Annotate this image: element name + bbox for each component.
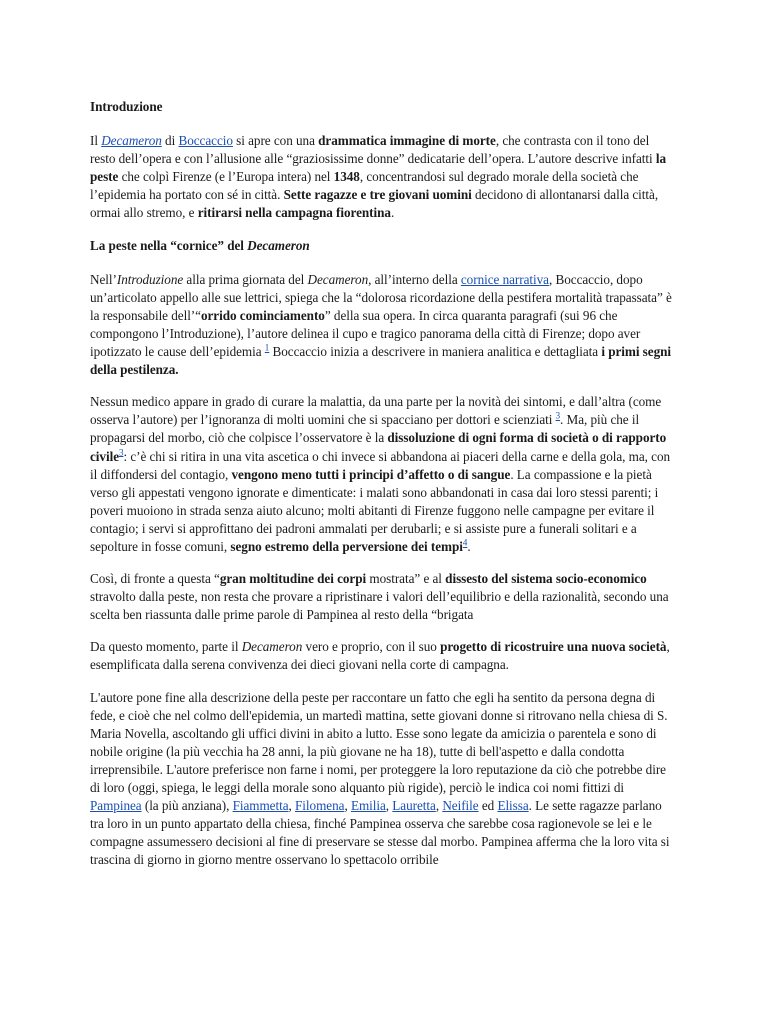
text-run: , Boccaccio, dopo un’articolato appello alle sue lettrici, spiega che la “dolorosa ricordazione della pestifera mortalità trapassata” è la responsabile dell’“ — [90, 271, 672, 323]
text-run: , concentrandosi sul degrado morale della società che l’epidemia ha portato con sé in città. — [90, 169, 639, 203]
link-filomena[interactable]: Filomena — [295, 798, 345, 814]
text-run: stravolto dalla peste, non resta che provare a ripristinare i valori dell’equilibrio e della razionalità, secondo una scelta ben riassunta dalle prime parole di Pampinea al resto della “brigata — [90, 589, 669, 623]
text-run: , esemplificata dalla serena convivenza dei dieci giovani nella corte di campagna. — [90, 639, 670, 673]
paragraph-moltitudine — [90, 570, 676, 624]
bold-text: progetto di ricostruire una nuova società — [440, 639, 667, 655]
text-run: . — [467, 538, 471, 554]
link-emilia[interactable]: Emilia — [350, 798, 386, 814]
text-run: di — [161, 133, 179, 149]
paragraph-sette-giovani — [90, 689, 676, 870]
text-run: Da questo momento, parte il — [90, 639, 242, 655]
text-run: decidono di allontanarsi dalla città, ormai allo stremo, e — [90, 187, 659, 221]
text-run: , — [435, 798, 443, 814]
section-heading-introduzione: Introduzione — [90, 99, 163, 114]
text-run: vero e proprio, con il suo — [302, 639, 441, 655]
text-run: che colpì Firenze (e l’Europa intera) nel — [118, 169, 334, 185]
bold-text: la peste — [90, 151, 667, 185]
bold-text: ritirarsi nella campagna fiorentina — [197, 205, 391, 221]
text-run: Nessun medico appare in grado di curare la malattia, da una parte per la novità dei sintomi, e dall’altra (come osserva l’autore) per l’ignoranza di molti uomini che si spacciano per dottori e scienziati — [90, 394, 662, 428]
text-run: , all’interno della — [368, 271, 461, 287]
text-run: alla prima giornata del — [183, 271, 308, 287]
text-run: Nell’ — [90, 271, 117, 287]
italic-text: Introduzione — [116, 271, 184, 287]
paragraph-nuova-societa — [90, 638, 676, 674]
text-run: (la più anziana), — [141, 798, 233, 814]
bold-text: dissesto del sistema socio-economico — [445, 571, 647, 587]
text-run: mostrata” e al — [366, 571, 446, 587]
link-cornice-narrativa[interactable]: cornice narrativa — [460, 271, 549, 287]
text-run: ed — [478, 798, 498, 814]
section-heading-peste-cornice — [90, 237, 676, 255]
bold-text: 1348 — [333, 169, 360, 185]
text-run: Boccaccio inizia a descrivere in maniera analitica e dettagliata — [269, 344, 602, 360]
heading-italic-text: Decameron — [247, 237, 310, 253]
italic-text: Decameron — [241, 639, 303, 655]
paragraph-intro — [90, 132, 676, 222]
paragraph-medici — [90, 393, 676, 556]
text-run: L'autore pone fine alla descrizione della peste per raccontare un fatto che egli ha sentito da persona degna di fede, e cioè che nel colmo dell'epidemia, un martedì mattina, sette giovani donne si ritrovano nella chiesa di S. Maria Novella, ascoltando gli uffici divini in abito a lutto. Esse sono legate da amicizia o parentela e sono di nobile origine (la più vecchia ha 28 anni, la più giovane ne ha 18), tutte di bell'aspetto e dalla condotta irreprensibile. L'autore preferisce non farne i nomi, per proteggere la loro reputazione da ciò che potrebbe dire di loro (oggi, spiega, le leggi della morale sono alquanto più rigide), perciò le indica coi nomi fittizi di — [90, 689, 668, 795]
bold-text: drammatica immagine di morte — [318, 133, 496, 149]
link-decameron[interactable]: Decameron — [101, 133, 162, 149]
text-run: , — [288, 798, 296, 814]
text-run: , — [385, 798, 393, 814]
paragraph-cornice — [90, 271, 676, 380]
footnote-link[interactable]: 3 — [555, 410, 561, 421]
footnote-link[interactable]: 3 — [119, 447, 124, 458]
text-run: , che contrasta con il tono del resto dell’opera e con l’allusione alle “graziosissime donne” dedicatarie dell’opera. L’autore descrive infatti — [90, 133, 656, 167]
link-pampinea[interactable]: Pampinea — [90, 798, 142, 814]
bold-text: segno estremo della perversione dei tempi — [230, 538, 463, 554]
text-run: Il — [90, 133, 102, 149]
bold-text: i primi segni della pestilenza. — [90, 344, 672, 378]
bold-text: Sette ragazze e tre giovani uomini — [283, 187, 472, 203]
link-lauretta[interactable]: Lauretta — [392, 798, 436, 814]
text-run: . Le sette ragazze parlano tra loro in un punto appartato della chiesa, finché Pampinea osserva che sarebbe cosa ragionevole se lei e le compagne assumessero decisioni al fine di preservare se stesse dal morbo. Pampinea afferma che la loro vita si trascina di giorno in giorno mentre osservano lo spettacolo orribile — [90, 798, 670, 868]
link-elissa[interactable]: Elissa — [497, 798, 529, 814]
bold-text: vengono meno tutti i principi d’affetto o di sangue — [231, 466, 511, 482]
footnote-link[interactable]: 4 — [462, 537, 468, 548]
heading-text: La peste nella “cornice” del — [90, 237, 248, 253]
text-run: : c’è chi si ritira in una vita ascetica o chi invece si abbandona ai piaceri della carne e della gola, ma, con il diffondersi del contagio, — [90, 448, 671, 482]
text-run: si apre con una — [232, 133, 319, 149]
text-run: . — [390, 205, 395, 221]
text-run: . La compassione e la pietà verso gli appestati vengono ignorate e dimenticate: i malati sono abbandonati in casa dai loro stessi parenti; i poveri muoiono in strada senza aiuto alcuno; molti abitanti di Firenze fuggono nelle campagne per evitare il contagio; i servi si approfittano dei padroni ammalati per derubarli; e si assiste pure a funerali solitari e a sepolture in fosse comuni, — [90, 466, 659, 554]
text-run: , — [344, 798, 351, 814]
text-run: . Ma, più che il propagarsi del morbo, ciò che colpisce l’osservatore è la — [90, 412, 640, 446]
bold-text: orrido cominciamento — [200, 307, 325, 323]
footnote-link[interactable]: 1 — [264, 342, 270, 353]
italic-text: Decameron — [307, 271, 369, 287]
bold-text: dissoluzione di ogni forma di società o di rapporto civile — [90, 430, 667, 464]
text-run: ” della sua opera. In circa quaranta paragrafi (sui 96 che compongono l’Introduzione), l’autore delinea il cupo e tragico panorama della città di Firenze; dopo aver ipotizzato le cause dell’epidemia — [90, 307, 641, 360]
link-boccaccio[interactable]: Boccaccio — [178, 133, 233, 149]
bold-text: gran moltitudine dei corpi — [219, 571, 367, 587]
link-neifile[interactable]: Neifile — [442, 798, 479, 814]
text-run: Così, di fronte a questa “ — [90, 571, 220, 587]
document-body — [90, 98, 676, 883]
link-fiammetta[interactable]: Fiammetta — [232, 798, 289, 814]
